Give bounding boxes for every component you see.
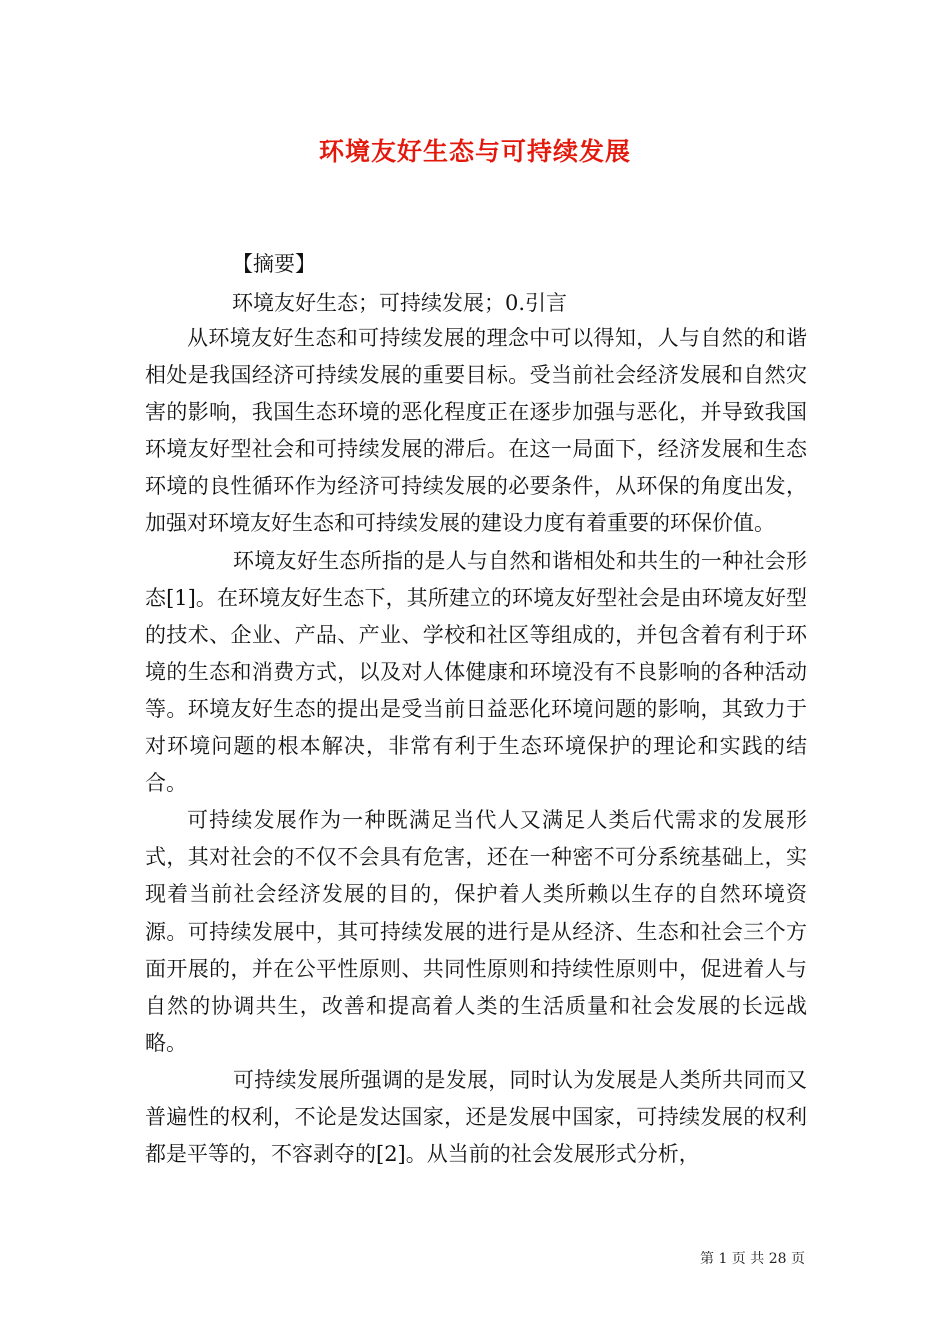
page-footer: 第 1 页 共 28 页 bbox=[700, 1251, 805, 1267]
abstract-label: 【摘要】 bbox=[232, 252, 316, 276]
keywords-line: 环境友好生态；可持续发展；0.引言 bbox=[232, 291, 568, 315]
paragraph-2: 环境友好生态所指的是人与自然和谐相处和共生的一种社会形态[1]。在环境友好生态下，其所建立的环境友好型社会是由环境友好型的技术、企业、产品、产业、学校和社区等组成的，并包含着有利于环境的生态和消费方式，以及对人体健康和环境没有不良影响的各种活动等。环境友好生态的提出是受当前日益恶化环境问题的影响，其致力于对环境问题的根本解决，非常有利于生态环境保护的理论和实践的结合。 bbox=[145, 548, 807, 796]
paragraph-3: 可持续发展作为一种既满足当代人又满足人类后代需求的发展形式，其对社会的不仅不会具有危害，还在一种密不可分系统基础上，实现着当前社会经济发展的目的，保护着人类所赖以生存的自然环境资源。可持续发展中，其可持续发展的进行是从经济、生态和社会三个方面开展的，并在公平性原则、共同性原则和持续性原则中，促进着人与自然的协调共生，改善和提高着人类的生活质量和社会发展的长远战略。 bbox=[145, 808, 807, 1055]
document-body bbox=[145, 320, 807, 1173]
document-title: 环境友好生态与可持续发展 bbox=[318, 137, 631, 166]
paragraph-4: 可持续发展所强调的是发展，同时认为发展是人类所共同而又普遍性的权利，不论是发达国家，还是发展中国家，可持续发展的权利都是平等的，不容剥夺的[2]。从当前的社会发展形式分析， bbox=[145, 1067, 807, 1167]
paragraph-1: 从环境友好生态和可持续发展的理念中可以得知，人与自然的和谐相处是我国经济可持续发展的重要目标。受当前社会经济发展和自然灾害的影响，我国生态环境的恶化程度正在逐步加强与恶化，并导致我国环境友好型社会和可持续发展的滞后。在这一局面下，经济发展和生态环境的良性循环作为经济可持续发展的必要条件，从环保的角度出发，加强对环境友好生态和可持续发展的建设力度有着重要的环保价值。 bbox=[145, 326, 807, 536]
